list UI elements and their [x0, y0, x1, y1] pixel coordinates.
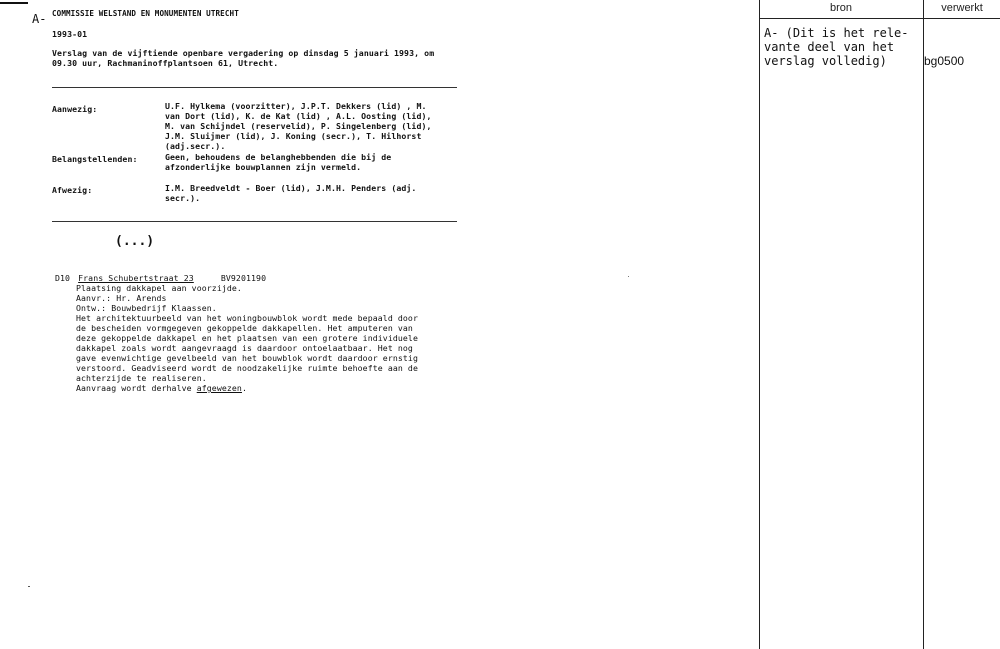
table-left-border [759, 0, 760, 649]
absent-line: secr.). [165, 193, 201, 203]
scan-speck [628, 276, 629, 277]
bron-note-line: verslag volledig) [764, 54, 887, 68]
table-col-divider [923, 0, 924, 649]
stakeholders-text [165, 152, 460, 172]
bron-note-line: vante deel van het [764, 40, 895, 54]
intro-line: Verslag van de vijftiende openbare vergadering op dinsdag 5 januari 1993, om [52, 48, 435, 58]
column-header-verwerkt: verwerkt [941, 2, 983, 14]
item-conclusion [76, 383, 475, 393]
present-line: van Dort (lid), K. de Kat (lid) , A.L. Oosting (lid), [165, 111, 432, 121]
absent-line: I.M. Breedveldt - Boer (lid), J.M.H. Penders (adj. [165, 183, 417, 193]
stakeholders-line: Geen, behoudens de belanghebbenden die bij de [165, 152, 392, 162]
present-line: M. van Schijndel (reservelid), P. Singelenberg (lid), [165, 121, 432, 131]
item-line: gave evenwichtige gevelbeeld van het bouwblok wordt daardoor ernstig [76, 353, 418, 363]
table-header-rule [759, 18, 1000, 19]
margin-marker: A- [32, 12, 47, 26]
present-names [165, 101, 460, 151]
item-reference: BV9201190 [220, 273, 267, 283]
item-line: Plaatsing dakkapel aan voorzijde. [76, 283, 242, 293]
item-line: Ontw.: Bouwbedrijf Klaassen. [76, 303, 217, 313]
conclusion-prefix: Aanvraag wordt derhalve [76, 383, 197, 393]
header-title: COMMISSIE WELSTAND EN MONUMENTEN UTRECHT [52, 9, 239, 18]
item-address: Frans Schubertstraat 23 [78, 273, 194, 283]
bron-note [764, 26, 922, 68]
intro-text [52, 48, 457, 68]
present-line: (adj.secr.). [165, 141, 226, 151]
verwerkt-value: bg0500 [924, 54, 965, 68]
column-header-bron: bron [829, 2, 853, 14]
intro-line: 09.30 uur, Rachmaninoffplantsoen 61, Utrecht. [52, 58, 279, 68]
item-line: achterzijde te realiseren. [76, 373, 207, 383]
present-line: U.F. Hylkema (voorzitter), J.P.T. Dekkers (lid) , M. [165, 101, 427, 111]
item-code: D10 [55, 273, 71, 283]
item-line: dakkapel zoals wordt aangevraagd is daardoor ontoelaatbaar. Het nog [76, 343, 413, 353]
item-line: deze gekoppelde dakkapel en het plaatsen van een grotere individuele [76, 333, 418, 343]
item-heading [55, 273, 475, 283]
divider-top [52, 87, 457, 88]
absent-label: Afwezig: [52, 185, 93, 195]
doc-number: 1993-01 [52, 29, 88, 39]
present-line: J.M. Sluijmer (lid), J. Koning (secr.), T. Hilhorst [165, 131, 422, 141]
present-label: Aanwezig: [52, 104, 98, 114]
item-line: de bescheiden vormgegeven gekoppelde dakkapellen. Het amputeren van [76, 323, 413, 333]
item-line: Aanvr.: Hr. Arends [76, 293, 167, 303]
top-edge-mark [0, 2, 28, 4]
conclusion-decision: afgewezen [196, 383, 242, 393]
conclusion-suffix: . [241, 383, 247, 393]
stakeholders-line: afzonderlijke bouwplannen zijn vermeld. [165, 162, 362, 172]
item-line: Het architektuurbeeld van het woningbouwblok wordt mede bepaald door [76, 313, 418, 323]
item-line: verstoord. Geadviseerd wordt de noodzakelijke ruimte behoefte aan de [76, 363, 418, 373]
absent-text [165, 183, 460, 203]
stakeholders-label: Belangstellenden: [52, 154, 138, 164]
scan-speck [28, 586, 30, 587]
ellipsis-marker: (...) [115, 234, 155, 249]
agenda-item-d10 [55, 273, 475, 393]
bron-note-line: A- (Dit is het rele- [764, 26, 909, 40]
item-body [76, 283, 475, 393]
divider-bottom [52, 221, 457, 222]
